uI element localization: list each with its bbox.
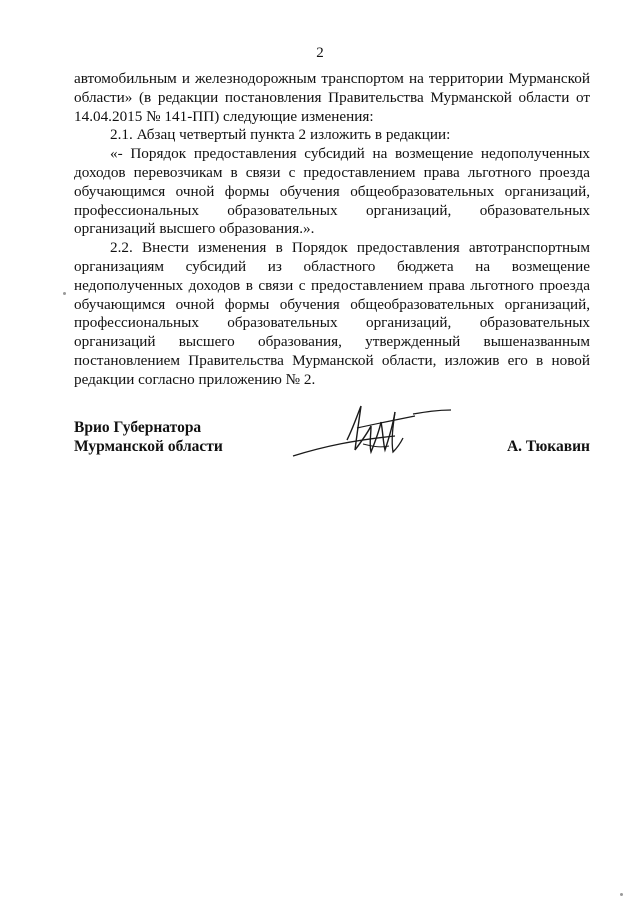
item-2-1-paragraph: 2.1. Абзац четвертый пункта 2 изложить в редакции:	[110, 126, 451, 144]
signatory-title-line1: Врио Губернатора	[74, 419, 202, 436]
signatory-title-line2: Мурманской области	[74, 438, 223, 455]
page-number: 2	[316, 45, 324, 61]
intro-paragraph: автомобильным и железнодорожным транспортом на территории Мурманской области» (в редакции постановления Правительства Мурманской области от 14.04.2015 № 141-ПП) следующие изменения:	[74, 70, 590, 125]
scan-artifact	[63, 292, 66, 295]
quoted-amendment-paragraph: «- Порядок предоставления субсидий на возмещение недополученных доходов перевозчикам в связи с предоставлением права льготного проезда обучающимся очной формы обучения общеобразовательных организаций, профессиональных образовательных организаций, образовательных организаций высшего образования.».	[74, 145, 590, 238]
item-2-2-paragraph: 2.2. Внести изменения в Порядок предоставления автотранспортным организациям субсидий из областного бюджета на возмещение недополученных доходов в связи с предоставлением права льготного проезда обучающимся очной формы обучения общеобразовательных организаций, профессиональных образовательных организаций, образовательных организаций высшего образования, утвержденный вышеназванным постановлением Правительства Мурманской области, изложив его в новой редакции согласно приложению № 2.	[74, 239, 590, 388]
handwritten-signature	[285, 398, 465, 468]
scan-artifact	[620, 893, 623, 896]
document-body	[74, 70, 590, 390]
signatory-title	[74, 418, 223, 456]
signatory-name: А. Тюкавин	[506, 438, 590, 455]
